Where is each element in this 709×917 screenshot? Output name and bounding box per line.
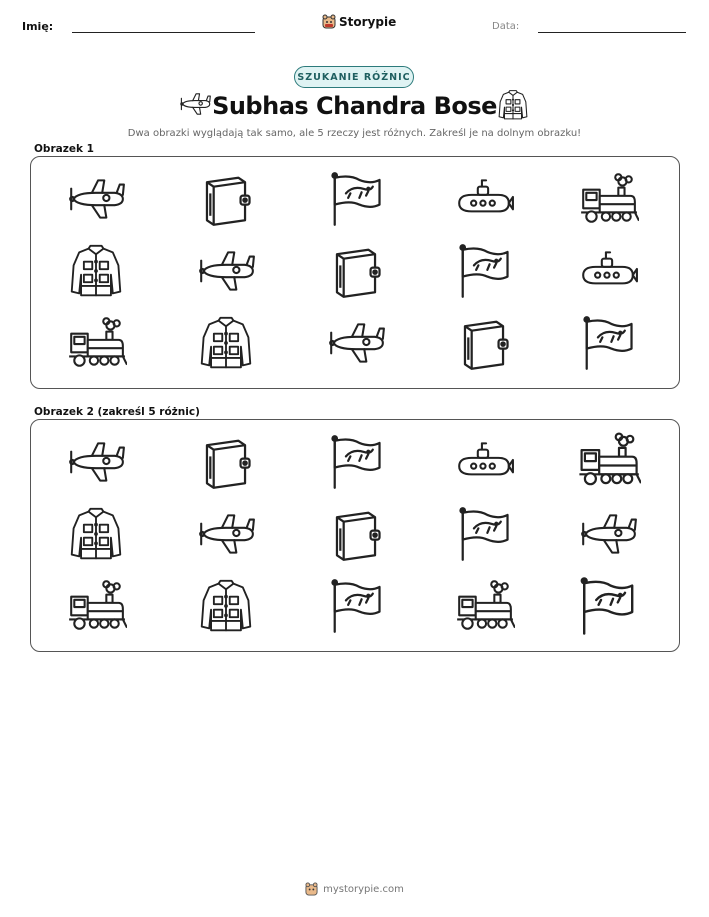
name-line[interactable] [72, 32, 255, 33]
name-label: Imię: [22, 20, 54, 33]
date-label: Data: [492, 21, 520, 32]
flag-icon[interactable] [577, 574, 637, 638]
flag-icon[interactable] [453, 506, 515, 562]
train-icon[interactable] [65, 578, 127, 634]
picture1-label: Obrazek 1 [34, 143, 94, 155]
flag-icon [325, 171, 387, 227]
airplane-icon[interactable] [65, 434, 127, 490]
notebook-icon [195, 171, 257, 227]
date-line[interactable] [538, 32, 686, 33]
flag-icon[interactable] [325, 578, 387, 634]
train-icon [65, 315, 127, 371]
brand-logo [322, 14, 396, 29]
flag-icon[interactable] [325, 434, 387, 490]
activity-badge: SZUKANIE RÓŻNIC [294, 66, 414, 88]
submarine-icon[interactable] [453, 434, 515, 490]
footer [0, 882, 709, 896]
jacket-icon [65, 243, 127, 299]
airplane-icon [65, 171, 127, 227]
notebook-icon [325, 243, 387, 299]
title-jacket-icon [497, 89, 529, 121]
footer-url[interactable]: mystorypie.com [323, 883, 404, 895]
train-icon[interactable] [575, 426, 641, 494]
page-title: Subhas Chandra Bose [212, 92, 497, 120]
notebook-icon [453, 315, 515, 371]
airplane-icon [195, 243, 257, 299]
airplane-icon[interactable] [195, 506, 257, 562]
submarine-icon [453, 171, 515, 227]
instructions: Dwa obrazki wyglądają tak samo, ale 5 rzeczy jest różnych. Zakreśl je na dolnym obrazku! [127, 128, 582, 139]
storypie-footer-icon [305, 882, 318, 896]
picture1-panel [30, 156, 680, 389]
train-icon [577, 171, 639, 227]
jacket-icon[interactable] [65, 506, 127, 562]
airplane-icon[interactable] [577, 506, 639, 562]
notebook-icon[interactable] [195, 434, 257, 490]
brand-name: Storypie [339, 14, 397, 29]
storypie-logo-icon [322, 14, 336, 29]
airplane-icon [325, 315, 387, 371]
jacket-icon [195, 315, 257, 371]
flag-icon [453, 243, 515, 299]
train-icon[interactable] [453, 578, 515, 634]
flag-icon [577, 315, 639, 371]
picture2-label: Obrazek 2 (zakreśl 5 różnic) [34, 406, 200, 418]
submarine-icon [577, 243, 639, 299]
notebook-icon[interactable] [325, 506, 387, 562]
jacket-icon[interactable] [195, 578, 257, 634]
picture2-panel[interactable] [30, 419, 680, 652]
